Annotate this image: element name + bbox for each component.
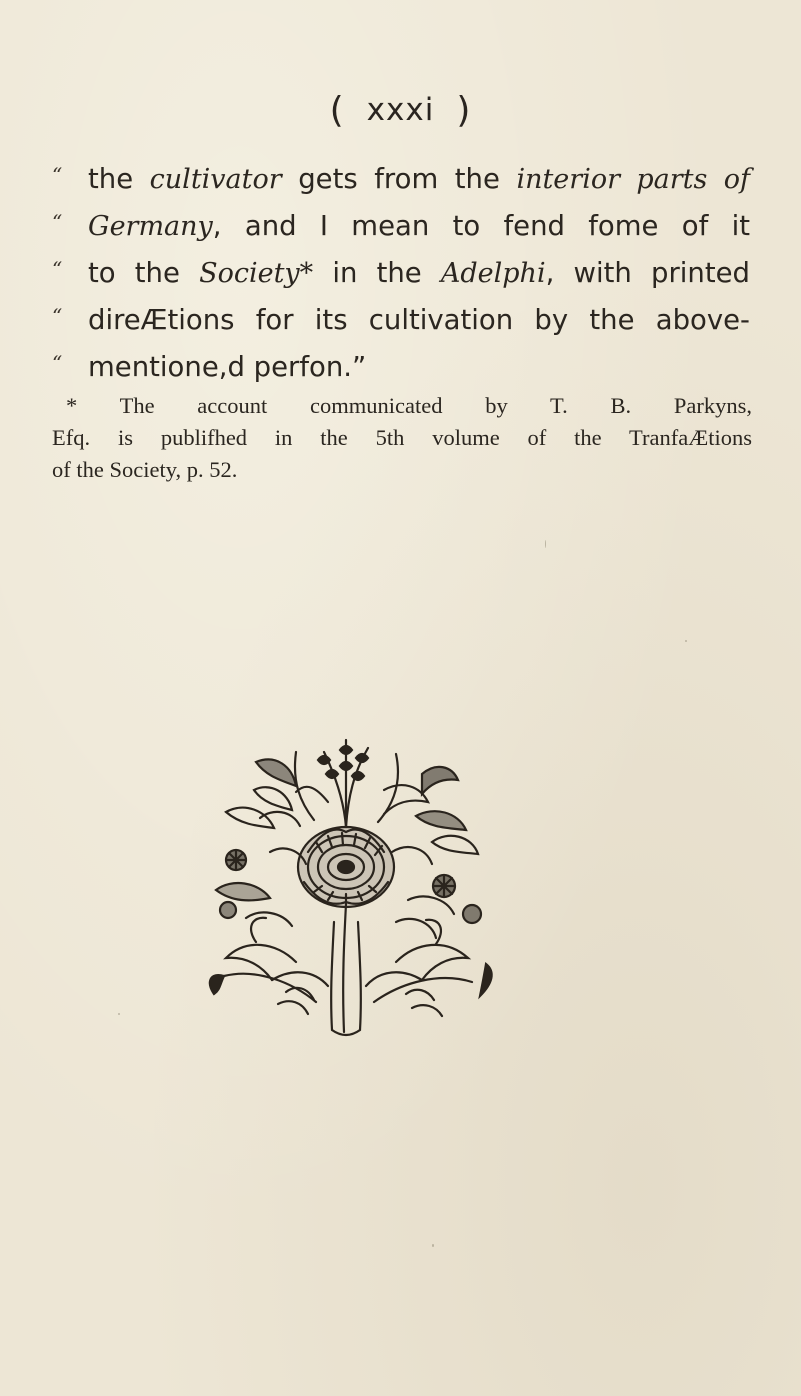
roman-text: gets from the bbox=[281, 163, 517, 195]
roman-text: in the bbox=[313, 257, 441, 289]
running-head-open-paren: ( bbox=[329, 90, 345, 131]
paper-speck bbox=[118, 1013, 120, 1015]
body-line-text bbox=[88, 203, 750, 250]
paper-speck bbox=[432, 1244, 434, 1247]
lower-scroll bbox=[210, 904, 492, 1035]
body-line-text bbox=[88, 250, 750, 297]
quotation-mark: “ bbox=[52, 163, 63, 187]
footnote-line: of the Society, p. 52. bbox=[52, 457, 238, 482]
body-line-text bbox=[88, 156, 750, 203]
italic-text: Society* bbox=[199, 258, 314, 289]
page-folio: xxxi bbox=[366, 92, 435, 128]
paper-speck bbox=[545, 540, 546, 548]
paper-speck bbox=[685, 640, 687, 642]
body-line bbox=[52, 293, 752, 340]
roman-text: to the bbox=[88, 257, 200, 289]
footnote-line: * The account communicated by T. B. Parkyns, bbox=[66, 393, 752, 418]
body-line bbox=[52, 152, 752, 199]
body-line bbox=[52, 199, 752, 246]
roman-text: mentione,d perfon.” bbox=[88, 351, 367, 383]
footnote-line: Efq. is publifhed in the 5th volume of the TranfaÆtions bbox=[52, 425, 752, 450]
roman-text: direÆtions for its cultivation by the above- bbox=[88, 304, 750, 336]
body-line bbox=[52, 246, 752, 293]
quotation-mark: “ bbox=[52, 351, 63, 375]
central-rose bbox=[298, 827, 394, 907]
running-head bbox=[0, 88, 801, 129]
italic-text: Germany bbox=[88, 211, 213, 242]
quotation-mark: “ bbox=[52, 210, 63, 234]
quotation-mark: “ bbox=[52, 257, 63, 281]
italic-text: the bbox=[88, 163, 150, 195]
italic-text: Adelphi bbox=[440, 258, 546, 289]
body-line-text bbox=[88, 297, 750, 344]
body-line bbox=[52, 340, 752, 387]
right-foliage bbox=[392, 811, 481, 938]
running-head-close-paren: ) bbox=[456, 90, 472, 131]
roman-text: , with printed bbox=[545, 257, 750, 289]
quotation-mark: “ bbox=[52, 304, 63, 328]
body-text bbox=[52, 152, 752, 387]
left-foliage bbox=[216, 759, 306, 926]
roman-text: , and I mean to fend fome of it bbox=[212, 210, 750, 242]
footnote bbox=[52, 390, 752, 486]
italic-text: interior parts of bbox=[516, 164, 750, 195]
floral-tailpiece-ornament bbox=[196, 732, 504, 1047]
italic-text: cultivator bbox=[149, 164, 282, 195]
body-line-text bbox=[88, 344, 366, 391]
